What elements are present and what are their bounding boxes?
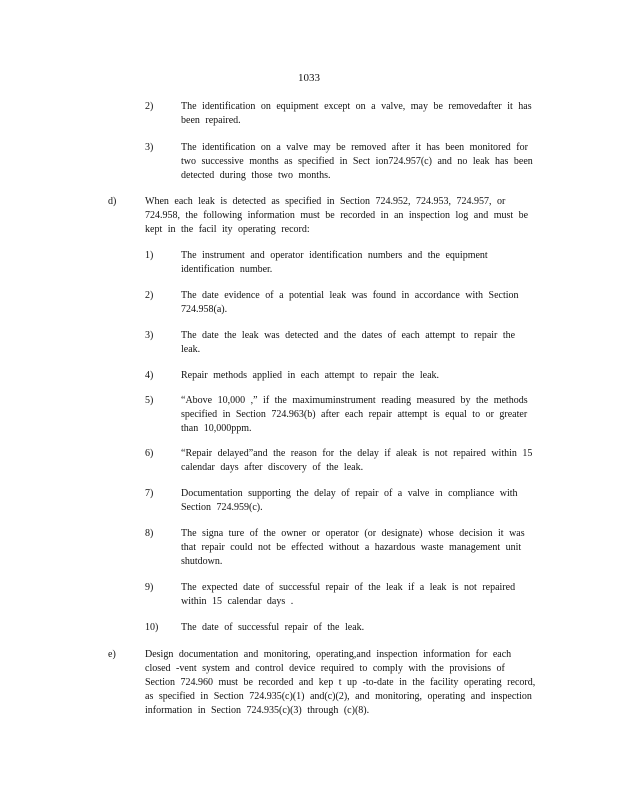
item-letter: d) <box>108 196 117 207</box>
item-number: 5) <box>145 395 154 406</box>
item-text: The identification on a valve may be removed after it has been monitored for two successive months as specified in Sect ion724.957(c) and no leak has been detected during those two months. <box>181 142 533 181</box>
item-number: 1) <box>145 250 154 261</box>
item-number: 4) <box>145 370 154 381</box>
item-number: 3) <box>145 142 154 153</box>
item-text: The expected date of successful repair of the leak if a leak is not repaired within 15 calendar days . <box>181 582 516 607</box>
item-text: Repair methods applied in each attempt to repair the leak. <box>181 370 440 381</box>
page-number: 1033 <box>298 72 320 84</box>
item-text: The date evidence of a potential leak was found in accordance with Section 724.958(a). <box>181 290 519 315</box>
item-text: “Above 10,000 ,” if the maximuminstrument reading measured by the methods specified in Section 724.963(b) after each repair attempt is equal to or greater than 10,000ppm. <box>181 395 528 434</box>
item-number: 10) <box>145 622 159 633</box>
item-text: The signa ture of the owner or operator (or designate) whose decision it was that repair could not be effected without a hazardous waste management unit shutdown. <box>181 528 525 567</box>
item-text: Documentation supporting the delay of repair of a valve in compliance with Section 724.959(c). <box>181 488 518 513</box>
item-text: Design documentation and monitoring, operating,and inspection information for each closed -vent system and control device required to comply with the provisions of Section 724.960 must be recorded and kep t up -to-date in the facility operating record, as specified in Section 724.935(c)(1) and(c)(2), and monitoring, operating and inspection information in Section 724.935(c)(3) through (c)(8). <box>145 649 536 716</box>
item-number: 8) <box>145 528 154 539</box>
item-number: 9) <box>145 582 154 593</box>
item-number: 6) <box>145 448 154 459</box>
item-text: When each leak is detected as specified in Section 724.952, 724.953, 724.957, or 724.958, the following information must be recorded in an inspection log and must be kept in the facil ity operating record: <box>145 196 529 235</box>
item-letter: e) <box>108 649 116 660</box>
item-number: 2) <box>145 101 154 112</box>
item-text: “Repair delayed”and the reason for the delay if aleak is not repaired within 15 calendar days after discovery of the leak. <box>181 448 533 473</box>
item-text: The instrument and operator identification numbers and the equipment identification number. <box>181 250 488 275</box>
item-text: The date the leak was detected and the dates of each attempt to repair the leak. <box>181 330 516 355</box>
item-number: 7) <box>145 488 154 499</box>
item-number: 3) <box>145 330 154 341</box>
item-text: The date of successful repair of the leak. <box>181 622 365 633</box>
item-number: 2) <box>145 290 154 301</box>
item-text: The identification on equipment except on a valve, may be removedafter it has been repaired. <box>181 101 532 126</box>
